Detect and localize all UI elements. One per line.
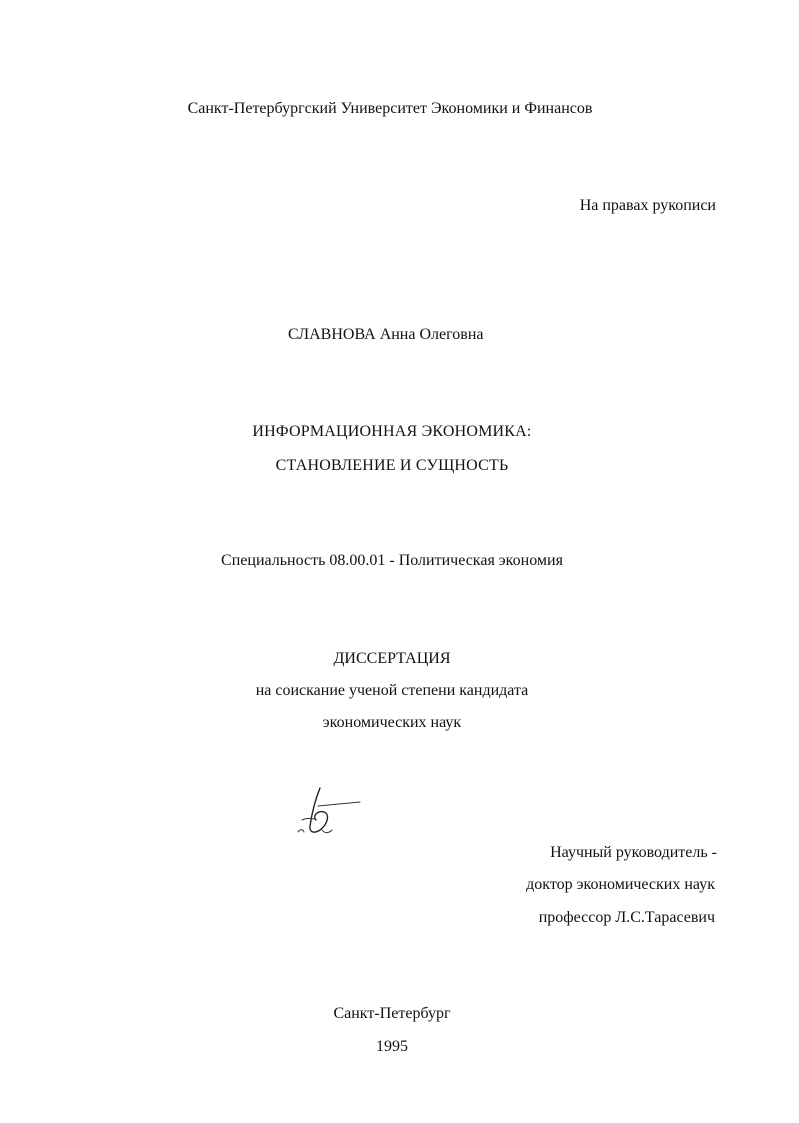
university-name: Санкт-Петербургский Университет Экономики и Финансов — [187, 100, 593, 117]
specialty: Специальность 08.00.01 - Политическая экономия — [221, 552, 563, 569]
city: Санкт-Петербург — [333, 1005, 451, 1022]
author-surname: СЛАВНОВА — [288, 326, 376, 343]
dissertation-heading: ДИССЕРТАЦИЯ — [333, 650, 451, 667]
dissertation-title-line-2: СТАНОВЛЕНИЕ И СУЩНОСТЬ — [275, 457, 509, 474]
degree-purpose-line-1: на соискание ученой степени кандидата — [255, 682, 529, 699]
dissertation-title-line-1: ИНФОРМАЦИОННАЯ ЭКОНОМИКА: — [252, 423, 532, 440]
author-name — [288, 325, 484, 345]
year: 1995 — [376, 1038, 408, 1055]
author-given-names: Анна Олеговна — [379, 326, 484, 343]
degree-purpose-line-2: экономических наук — [322, 714, 462, 731]
manuscript-rights-note: На правах рукописи — [579, 197, 716, 214]
author-signature — [290, 782, 370, 842]
supervisor-degree: доктор экономических наук — [526, 876, 715, 893]
supervisor-name: профессор Л.С.Тарасевич — [538, 909, 715, 926]
supervisor-role: Научный руководитель - — [550, 844, 717, 861]
